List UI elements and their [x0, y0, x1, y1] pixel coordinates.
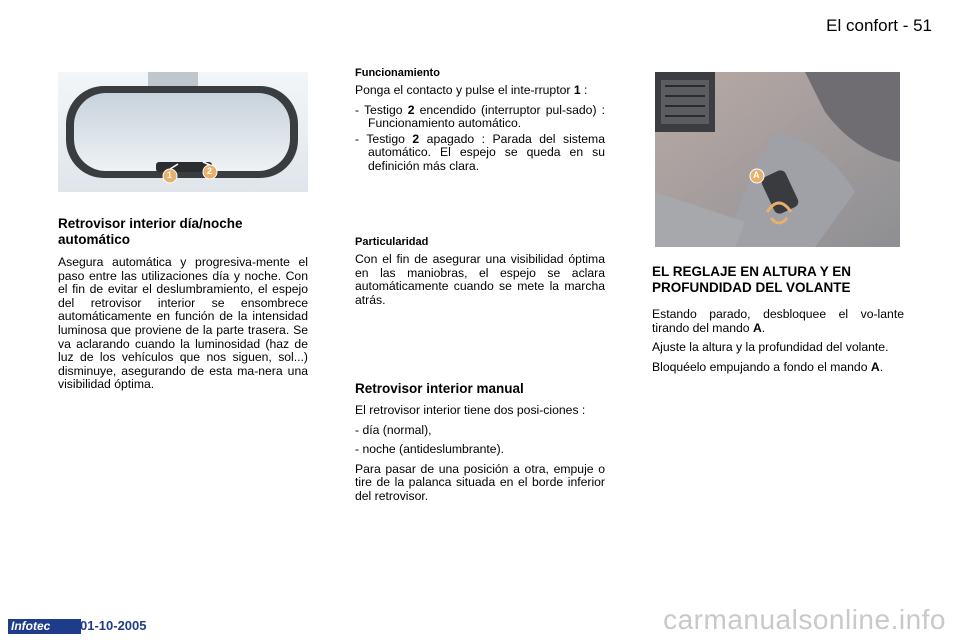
intro-paragraph: Ponga el contacto y pulse el inte-rruptor 1 : [355, 83, 588, 97]
section-title: Retrovisor interior día/noche automático [58, 216, 243, 247]
list-item: - Testigo 2 encendido (interruptor pul-sado) : Funcionamiento automático. [355, 102, 606, 131]
steering-illustration [655, 72, 900, 247]
section-auto-mirror [58, 216, 308, 398]
list-item: - noche (antideslumbrante). [355, 442, 505, 457]
figure-label-a: A [753, 170, 760, 180]
paragraph-lock: Bloquéelo empujando a fondo el mando A. [652, 359, 884, 374]
list-item: - día (normal), [355, 422, 432, 437]
figure-label-2: 2 [207, 166, 213, 176]
intro-paragraph: El retrovisor interior tiene dos posi-ciones : [355, 403, 586, 417]
watermark: carmanualsonline.info [663, 604, 946, 635]
section-manual-mirror [355, 381, 605, 510]
section-funcionamiento [355, 67, 605, 174]
page-header: El confort - 51 [826, 16, 932, 35]
subsection-title: Particularidad [355, 236, 429, 248]
footer-date: 01-10-2005 [80, 618, 147, 633]
section-paragraph: Para pasar de una posición a otra, empuje o tire de la palanca situada en el borde inferior del retrovisor. [355, 461, 605, 503]
paragraph-unlock: Estando parado, desbloquee el vo-lante tirando del mando A. [652, 307, 904, 335]
steering-photo [655, 72, 900, 247]
figure-label-1: 1 [167, 170, 173, 180]
paragraph-adjust: Ajuste la altura y la profundidad del volante. [652, 340, 889, 355]
section-title: Retrovisor interior manual [355, 381, 524, 396]
mirror-photo [58, 72, 308, 192]
section-title: EL REGLAJE EN ALTURA Y EN PROFUNDIDAD DEL VOLANTE [652, 264, 852, 295]
section-paragraph: Asegura automática y progresiva-mente el paso entre las utilizaciones día y noche. Con el fin de evitar el deslumbramiento, el espejo del retrovisor interior se ensombrece automáticamente en función de la intensidad luminosa que proviene de la parte trasera. Se va aclarando cuando la luminosidad (haz de luz de los vehículos que nos siguen, sol...) disminuye, asegurando de esta ma-nera una visibilidad óptima. [58, 255, 308, 392]
section-steering [652, 264, 904, 380]
section-particularidad [355, 236, 605, 313]
section-paragraph: Con el fin de asegurar una visibilidad óptima en las maniobras, el espejo se aclara automáticamente cuando se mete la marcha atrás. [355, 252, 605, 307]
mirror-illustration [58, 72, 308, 192]
infotec-logo: Infotec [8, 619, 81, 634]
subsection-title: Funcionamiento [355, 67, 440, 79]
list-item: - Testigo 2 apagado : Parada del sistema automático. El espejo se queda en su definición más clara. [355, 131, 605, 173]
